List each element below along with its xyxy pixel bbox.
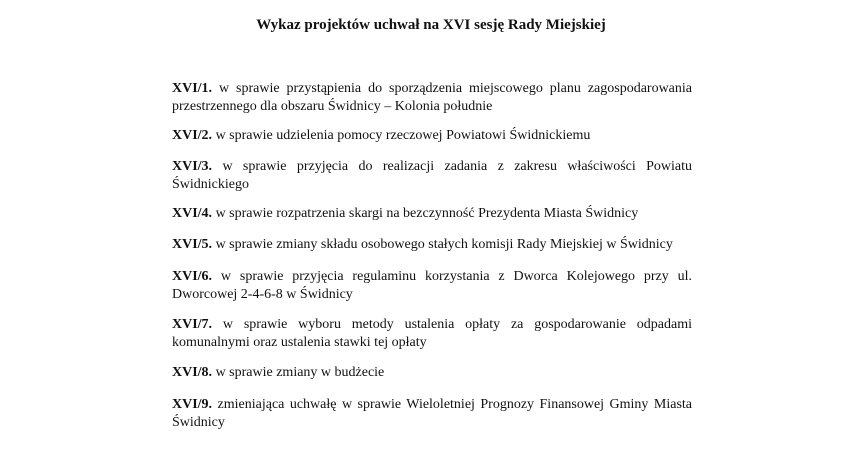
resolution-item <box>172 236 692 254</box>
resolution-number: XVI/4. <box>172 206 213 221</box>
resolution-text: w sprawie przyjęcia do realizacji zadania z zakresu właściwości Powiatu Świdnickiego <box>172 159 693 192</box>
resolution-item <box>172 316 692 352</box>
resolution-number: XVI/5. <box>172 237 213 252</box>
resolution-text: w sprawie rozpatrzenia skargi na bezczynność Prezydenta Miasta Świdnicy <box>215 206 639 221</box>
document-title: Wykaz projektów uchwał na XVI sesję Rady Miejskiej <box>256 17 606 33</box>
resolution-item <box>172 127 692 145</box>
resolution-text: w sprawie zmiany w budżecie <box>215 365 385 380</box>
resolution-text: zmieniająca uchwałę w sprawie Wieloletniej Prognozy Finansowej Gminy Miasta Świdnicy <box>172 397 692 430</box>
resolution-text: w sprawie zmiany składu osobowego stałych komisji Rady Miejskiej w Świdnicy <box>215 237 673 252</box>
resolution-text: w sprawie przystąpienia do sporządzenia miejscowego planu zagospodarowania przestrzennego dla obszaru Świdnicy – Kolonia południe <box>172 81 692 114</box>
resolution-number: XVI/2. <box>172 128 213 143</box>
resolution-number: XVI/1. <box>172 81 213 96</box>
resolution-number: XVI/7. <box>172 317 213 332</box>
resolution-number: XVI/9. <box>172 397 213 412</box>
resolution-item <box>172 268 692 304</box>
resolution-number: XVI/3. <box>172 159 213 174</box>
resolution-number: XVI/8. <box>172 365 213 380</box>
resolution-item <box>172 158 692 194</box>
resolution-text: w sprawie udzielenia pomocy rzeczowej Powiatowi Świdnickiemu <box>215 128 591 143</box>
resolution-text: w sprawie wyboru metody ustalenia opłaty za gospodarowanie odpadami komunalnymi oraz ustalenia stawki tej opłaty <box>172 317 692 350</box>
resolution-text: w sprawie przyjęcia regulaminu korzystania z Dworca Kolejowego przy ul. Dworcowej 2-4-6-8 w Świdnicy <box>172 269 693 302</box>
resolution-number: XVI/6. <box>172 269 213 284</box>
resolution-item <box>172 80 692 116</box>
resolution-item <box>172 364 692 382</box>
resolution-item <box>172 205 692 223</box>
resolution-item <box>172 396 692 432</box>
